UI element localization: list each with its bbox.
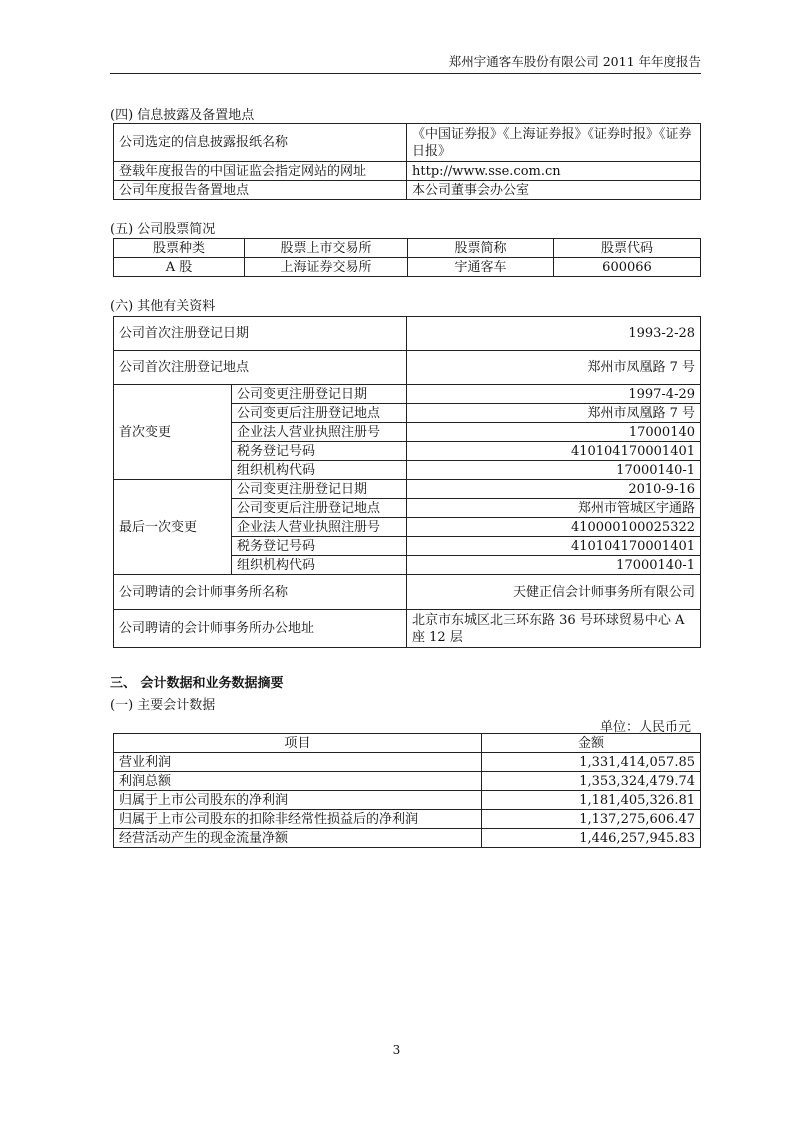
section-6-heading: (六) 其他有关资料	[110, 299, 216, 314]
info-value: 17000140-1	[407, 461, 701, 480]
disclosure-label: 公司年度报告备置地点	[114, 181, 407, 200]
section-three-subheading: (一) 主要会计数据	[110, 698, 216, 713]
info-sublabel: 组织机构代码	[232, 556, 407, 575]
info-sublabel: 公司变更后注册登记地点	[232, 499, 407, 518]
disclosure-table	[113, 123, 701, 200]
info-value: 410104170001401	[407, 537, 701, 556]
info-value: 天健正信会计师事务所有限公司	[407, 575, 701, 610]
info-sublabel: 企业法人营业执照注册号	[232, 423, 407, 442]
info-value: 郑州市凤凰路 7 号	[407, 351, 701, 385]
info-sublabel: 组织机构代码	[232, 461, 407, 480]
report-header: 郑州宇通客车股份有限公司 2011 年年度报告	[448, 54, 701, 69]
stock-cell: 上海证券交易所	[245, 258, 408, 277]
info-value: 郑州市凤凰路 7 号	[407, 404, 701, 423]
last-change-label: 最后一次变更	[114, 480, 232, 575]
info-value: 17000140-1	[407, 556, 701, 575]
section-5-heading: (五) 公司股票简况	[110, 222, 216, 237]
stock-cell: A 股	[114, 258, 245, 277]
accounting-amount: 1,137,275,606.47	[482, 810, 701, 829]
accounting-item: 归属于上市公司股东的扣除非经常性损益后的净利润	[114, 810, 482, 829]
section-three-heading: 三、 会计数据和业务数据摘要	[110, 676, 284, 691]
disclosure-label: 公司选定的信息披露报纸名称	[114, 124, 407, 162]
accounting-item: 归属于上市公司股东的净利润	[114, 791, 482, 810]
stock-header: 股票种类	[114, 239, 245, 258]
stock-header: 股票代码	[554, 239, 701, 258]
disclosure-value: 本公司董事会办公室	[407, 181, 701, 200]
accounting-item: 营业利润	[114, 753, 482, 772]
info-label: 公司聘请的会计师事务所名称	[114, 575, 407, 610]
stock-header: 股票简称	[408, 239, 554, 258]
info-value: 410000100025322	[407, 518, 701, 537]
accounting-amount: 1,353,324,479.74	[482, 772, 701, 791]
info-value: 1997-4-29	[407, 385, 701, 404]
accounting-table	[113, 733, 701, 848]
stock-cell: 宇通客车	[408, 258, 554, 277]
page-number: 3	[392, 1043, 401, 1057]
info-value: 北京市东城区北三环东路 36 号环球贸易中心 A 座 12 层	[407, 610, 701, 648]
accounting-amount: 1,446,257,945.83	[482, 829, 701, 848]
info-label: 公司首次注册登记日期	[114, 317, 407, 351]
info-sublabel: 公司变更注册登记日期	[232, 480, 407, 499]
info-value: 郑州市管城区宇通路	[407, 499, 701, 518]
info-label: 公司首次注册登记地点	[114, 351, 407, 385]
stock-table	[113, 238, 701, 277]
accounting-amount: 1,331,414,057.85	[482, 753, 701, 772]
info-label: 公司聘请的会计师事务所办公地址	[114, 610, 407, 648]
info-value: 410104170001401	[407, 442, 701, 461]
header-rule	[110, 73, 701, 74]
info-sublabel: 企业法人营业执照注册号	[232, 518, 407, 537]
accounting-item: 经营活动产生的现金流量净额	[114, 829, 482, 848]
info-value: 17000140	[407, 423, 701, 442]
info-sublabel: 公司变更后注册登记地点	[232, 404, 407, 423]
info-value: 1993-2-28	[407, 317, 701, 351]
accounting-header: 项目	[114, 734, 482, 753]
info-sublabel: 公司变更注册登记日期	[232, 385, 407, 404]
unit-label: 单位：人民币元	[600, 720, 692, 735]
section-4-heading: (四) 信息披露及备置地点	[110, 108, 255, 123]
accounting-amount: 1,181,405,326.81	[482, 791, 701, 810]
info-sublabel: 税务登记号码	[232, 442, 407, 461]
disclosure-value: http://www.sse.com.cn	[407, 162, 701, 181]
stock-cell: 600066	[554, 258, 701, 277]
info-sublabel: 税务登记号码	[232, 537, 407, 556]
info-value: 2010-9-16	[407, 480, 701, 499]
disclosure-label: 登载年度报告的中国证监会指定网站的网址	[114, 162, 407, 181]
other-info-table	[113, 316, 701, 648]
stock-header: 股票上市交易所	[245, 239, 408, 258]
accounting-header: 金额	[482, 734, 701, 753]
accounting-item: 利润总额	[114, 772, 482, 791]
first-change-label: 首次变更	[114, 385, 232, 480]
disclosure-value: 《中国证券报》《上海证券报》《证券时报》《证券日报》	[407, 124, 701, 162]
